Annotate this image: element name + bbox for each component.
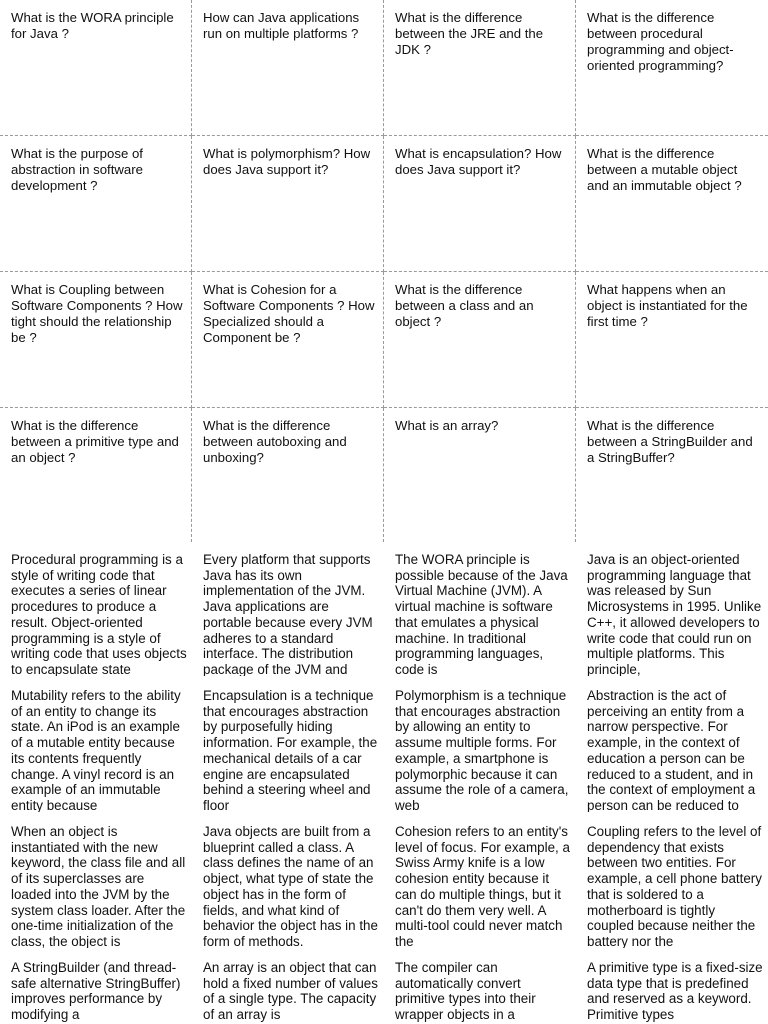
answer-card: When an object is instantiated with the new keyword, the class file and all of its superclasses are loaded into the JVM by the system class loader. After the one-time initialization of the class, the object is xyxy=(11,824,186,948)
question-card: What is the difference between a primitive type and an object ? xyxy=(0,408,192,542)
question-card: What is polymorphism? How does Java support it? xyxy=(192,136,384,272)
question-card: What is the WORA principle for Java ? xyxy=(0,0,192,136)
question-card: What happens when an object is instantiated for the first time ? xyxy=(576,272,768,408)
answer-card: Every platform that supports Java has its own implementation of the JVM. Java applications are portable because every JVM adheres to a standard interface. The distribution package of the JVM and xyxy=(203,552,373,676)
answer-card: Cohesion refers to an entity's level of focus. For example, a Swiss Army knife is a low cohesion entity because it can do multiple things, but it can't do them very well. A multi-tool could never match the xyxy=(395,824,570,948)
question-card: What is encapsulation? How does Java support it? xyxy=(384,136,576,272)
answer-card: Polymorphism is a technique that encourages abstraction by allowing an entity to assume multiple forms. For example, a smartphone is polymorphic because it can assume the role of a camera, web xyxy=(395,688,569,812)
answer-card: Java is an object-oriented programming language that was released by Sun Microsystems in 1995. Unlike C++, it allowed developers to write code that could run on multiple platforms. This principle, xyxy=(587,552,762,676)
answer-card: A primitive type is a fixed-size data type that is predefined and reserved as a keyword. Primitive types xyxy=(587,960,763,1023)
answer-card: Abstraction is the act of perceiving an entity from a narrow perspective. For example, in the context of education a person can be reduced to a student, and in the context of employment a person can be reduced to xyxy=(587,688,756,812)
answer-card: Coupling refers to the level of dependency that exists between two entities. For example, a cell phone battery that is soldered to a motherboard is tightly coupled because neither the battery nor the xyxy=(587,824,762,948)
answer-card: Mutability refers to the ability of an entity to change its state. An iPod is an example of a mutable entity because its contents frequently change. A vinyl record is an example of an immutable entity because xyxy=(11,688,181,812)
question-card: What is the difference between the JRE and the JDK ? xyxy=(384,0,576,136)
answer-card: Procedural programming is a style of writing code that executes a series of linear procedures to produce a result. Object-oriented programming is a style of writing code that uses objects to encapsulate state xyxy=(11,552,187,676)
question-card: What is the difference between procedural programming and object-oriented programming? xyxy=(576,0,768,136)
question-card: What is Coupling between Software Components ? How tight should the relationship be ? xyxy=(0,272,192,408)
question-card: What is the difference between a StringBuilder and a StringBuffer? xyxy=(587,418,753,465)
answer-grid xyxy=(0,552,768,1024)
question-card: What is the purpose of abstraction in software development ? xyxy=(0,136,192,272)
question-card: What is an array? xyxy=(384,408,576,542)
answer-card: The WORA principle is possible because of the Java Virtual Machine (JVM). A virtual machine is software that emulates a physical machine. In traditional programming languages, code is xyxy=(395,552,568,676)
answer-card: A StringBuilder (and thread-safe alternative StringBuffer) improves performance by modifying a xyxy=(11,960,181,1023)
question-card: What is the difference between autoboxing and unboxing? xyxy=(192,408,384,542)
question-card: What is the difference between a mutable object and an immutable object ? xyxy=(576,136,768,272)
answer-card: Java objects are built from a blueprint called a class. A class defines the name of an object, what type of state the object has in the form of fields, and what kind of behavior the object has in the form of methods. xyxy=(203,824,378,948)
question-card: What is Cohesion for a Software Components ? How Specialized should a Component be ? xyxy=(192,272,384,408)
answer-card: An array is an object that can hold a fixed number of values of a single type. The capacity of an array is xyxy=(203,960,378,1023)
question-card: What is the difference between a class and an object ? xyxy=(384,272,576,408)
answer-card: Encapsulation is a technique that encourages abstraction by purposefully hiding information. For example, the mechanical details of a car engine are encapsulated behind a steering wheel and floor xyxy=(203,688,378,812)
answer-card: The compiler can automatically convert primitive types into their wrapper objects in a xyxy=(395,960,536,1023)
question-card: How can Java applications run on multiple platforms ? xyxy=(192,0,384,136)
